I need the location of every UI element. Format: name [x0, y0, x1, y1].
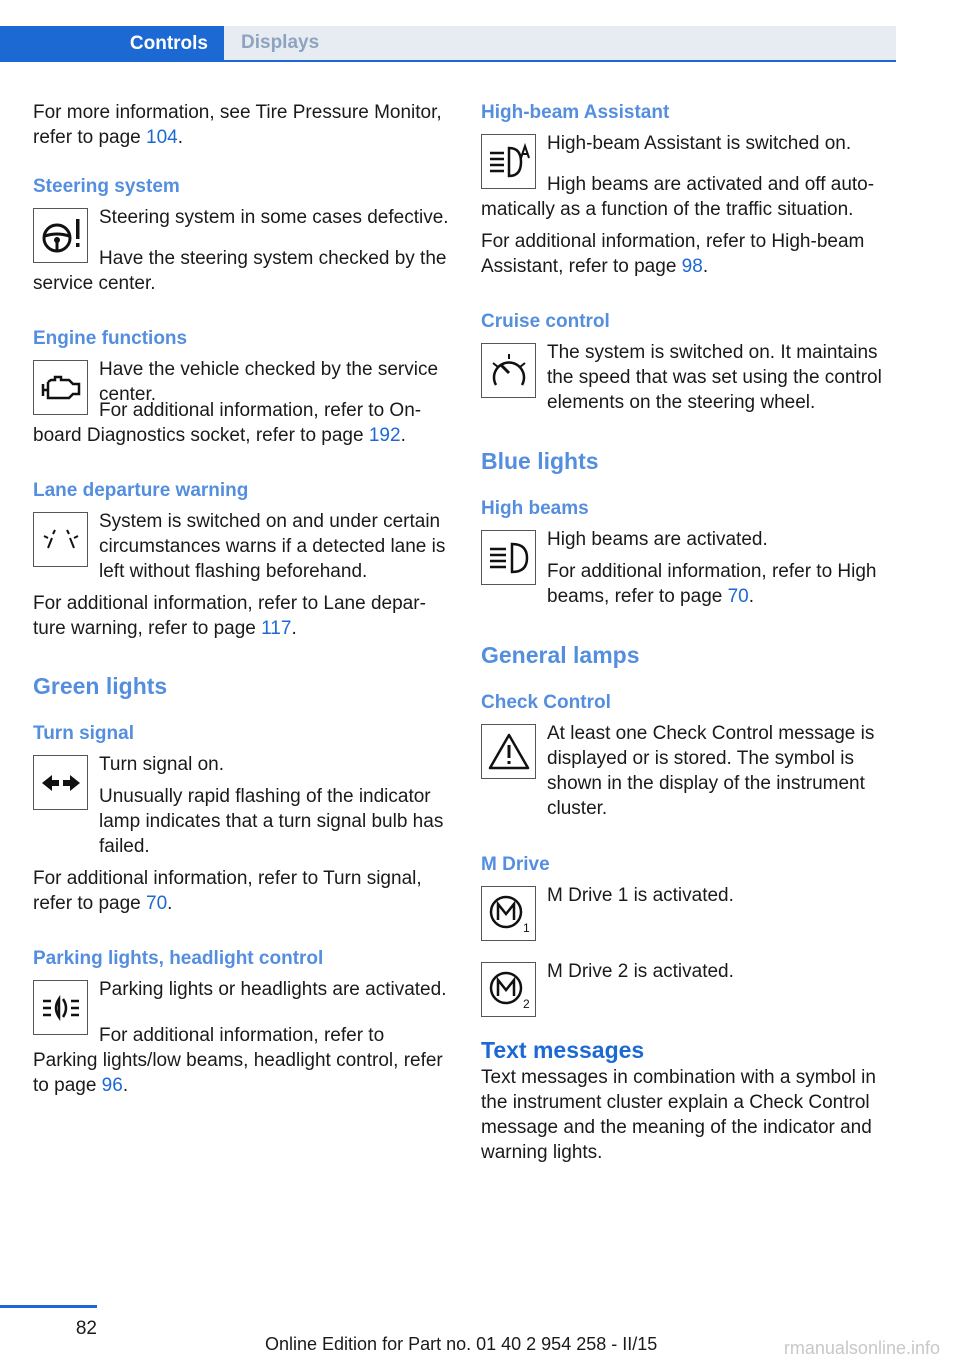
turn-entry	[33, 721, 451, 866]
hb-p2: For additional information, refer to High beams, refer to page 70.	[547, 561, 877, 607]
tab-displays[interactable]: Displays	[224, 26, 896, 60]
page-link-70-hb[interactable]: 70	[727, 586, 749, 607]
engine-title: Engine functions	[33, 328, 188, 349]
turn-p2: Unusually rapid flashing of the indicator lamp indicates that a turn signal bulb has failed.	[99, 786, 444, 857]
blue-lights-heading: Blue lights	[481, 448, 599, 474]
green-lights-heading: Green lights	[33, 673, 168, 699]
parking-p1: Parking lights or headlights are activated.	[99, 979, 447, 1000]
text-messages-heading: Text messages	[481, 1037, 645, 1063]
md-title: M Drive	[481, 854, 550, 875]
high-beams-icon	[481, 530, 536, 585]
hba-title: High-beam Assistant	[481, 102, 670, 123]
page-link-104[interactable]: 104	[146, 127, 178, 148]
parking-title: Parking lights, headlight control	[33, 948, 324, 969]
md-p1: M Drive 1 is activated.	[547, 885, 734, 906]
lane-p1: System is switched on and under certain circumstances warns if a detected lane is left without flashing beforehand.	[99, 511, 446, 582]
hba-p2: High beams are activated and off automatically as a function of the traffic situation.	[481, 174, 875, 220]
parking-entry	[33, 946, 451, 1035]
page-number: 82	[75, 1318, 97, 1339]
cc-title: Check Control	[481, 692, 611, 713]
footer-rule	[0, 1305, 97, 1308]
hba-p1: High-beam Assistant is switched on.	[547, 133, 852, 154]
hb-entry	[481, 496, 899, 616]
lane-departure-icon	[33, 512, 88, 567]
intro-paragraph: For more information, see Tire Pressure Monitor, refer to page 104.	[33, 102, 442, 148]
check-control-warning-icon	[481, 724, 536, 779]
tab-underline	[224, 60, 896, 62]
cc-entry	[481, 690, 899, 828]
steering-p2: Have the steering system checked by the service center.	[33, 248, 447, 294]
engine-p1: Have the vehicle checked by the service center.	[99, 359, 439, 405]
header-tabs	[0, 26, 896, 62]
lane-p2: For additional information, refer to Lane departure warning, refer to page 117.	[33, 593, 426, 639]
page-link-70-turn[interactable]: 70	[146, 893, 168, 914]
lane-title: Lane departure warning	[33, 480, 249, 501]
turn-p1: Turn signal on.	[99, 754, 224, 775]
steering-warning-icon	[33, 208, 88, 263]
steering-title: Steering system	[33, 176, 180, 197]
hba-p3: For additional information, refer to High-beam Assistant, refer to page 98.	[481, 231, 865, 277]
engine-icon	[33, 360, 88, 415]
engine-p2: For additional information, refer to On-board Diagnostics socket, refer to page 192.	[33, 400, 422, 446]
cruise-p1: The system is switched on. It maintains the speed that was set using the control elements on the steering wheel.	[547, 342, 882, 413]
tm-p1: Text messages in combination with a symbol in the instrument cluster explain a Check Control message and the meaning of the indicator and warning lights.	[481, 1067, 876, 1163]
md-p2: M Drive 2 is activated.	[547, 961, 734, 982]
cc-p1: At least one Check Control message is displayed or is stored. The symbol is shown in the display of the instrument cluster.	[547, 723, 875, 819]
m-drive-1-icon	[481, 886, 536, 941]
page-link-98[interactable]: 98	[681, 256, 703, 277]
lane-entry	[33, 478, 451, 591]
turn-signal-icon	[33, 755, 88, 810]
turn-p3: For additional information, refer to Turn signal, refer to page 70.	[33, 868, 422, 914]
hb-title: High beams	[481, 498, 589, 519]
watermark: rmanualsonline.info	[783, 1338, 940, 1358]
m-drive-2-icon	[481, 962, 536, 1017]
page-link-117[interactable]: 117	[261, 618, 292, 639]
parking-p2: For additional information, refer to Parking lights/low beams, headlight control, refer to page 96.	[33, 1025, 443, 1096]
tab-controls[interactable]: Controls	[0, 26, 224, 62]
svg-text:1: 1	[522, 920, 530, 935]
left-column	[33, 100, 451, 1098]
svg-text:2: 2	[522, 996, 530, 1011]
md-entry	[481, 852, 899, 1017]
cruise-entry	[481, 309, 899, 422]
cruise-control-icon	[481, 343, 536, 398]
page-link-192[interactable]: 192	[368, 425, 401, 446]
general-lamps-heading: General lamps	[481, 642, 640, 668]
edition-text: Online Edition for Part no. 01 40 2 954 258 - II/15	[265, 1334, 658, 1354]
page-link-96[interactable]: 96	[101, 1075, 123, 1096]
parking-lights-icon	[33, 980, 88, 1035]
cruise-title: Cruise control	[481, 311, 610, 332]
turn-title: Turn signal	[33, 723, 134, 744]
steering-p1: Steering system in some cases defective.	[99, 207, 449, 228]
high-beam-assistant-icon	[481, 134, 536, 189]
hb-p1: High beams are activated.	[547, 529, 768, 550]
right-column	[481, 100, 899, 1165]
